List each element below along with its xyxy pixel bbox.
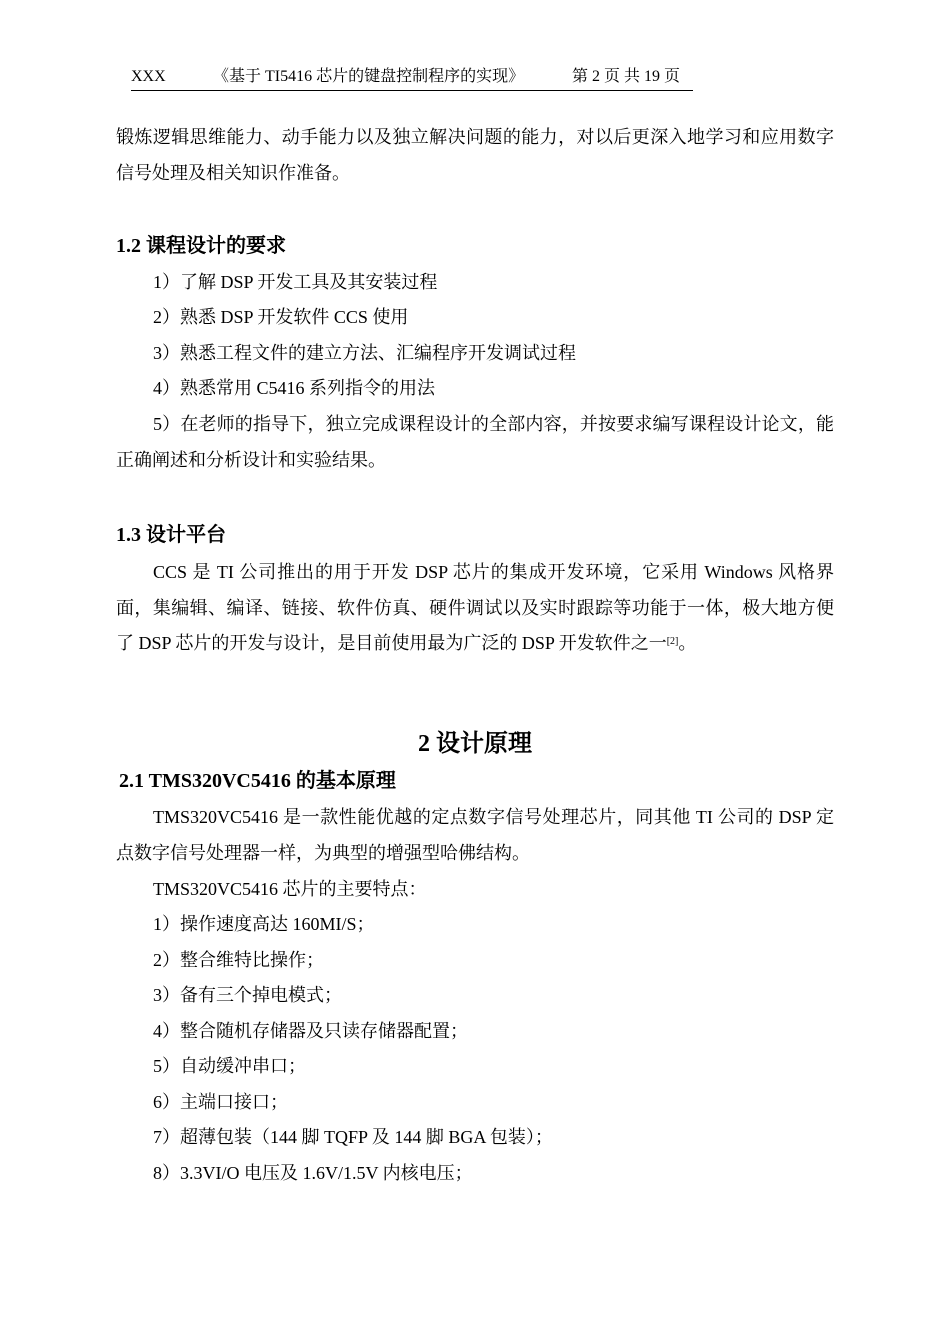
header-page-number: 第 2 页 共 19 页 <box>572 68 681 85</box>
section-1-2-heading: 1.2 课程设计的要求 <box>116 235 286 257</box>
header-author: XXX <box>131 68 166 85</box>
platform-text: CCS 是 TI 公司推出的用于开发 DSP 芯片的集成开发环境，它采用 Windows 风格界面，集编辑、编译、链接、软件仿真、硬件调试以及实时跟踪等功能于一体，极大地方便了 DSP 芯片的开发与设计，是目前使用最为广泛的 DSP 开发软件之一 <box>116 562 834 653</box>
list-item: 4）整合随机存储器及只读存储器配置； <box>153 1021 468 1041</box>
list-item: 4）熟悉常用 C5416 系列指令的用法 <box>153 378 436 398</box>
features-intro: TMS320VC5416 芯片的主要特点： <box>153 879 427 899</box>
citation-mark: [2] <box>666 636 679 647</box>
section-2-1-heading: 2.1 TMS320VC5416 的基本原理 <box>119 770 396 792</box>
page-header <box>131 66 693 91</box>
list-item: 5）在老师的指导下，独立完成课程设计的全部内容，并按要求编写课程设计论文，能正确阐述和分析设计和实验结果。 <box>116 414 834 470</box>
list-item: 5）自动缓冲串口； <box>153 1056 306 1076</box>
list-item: 1）了解 DSP 开发工具及其安装过程 <box>153 272 438 292</box>
intro-paragraph: 锻炼逻辑思维能力、动手能力以及独立解决问题的能力，对以后更深入地学习和应用数字信号处理及相关知识作准备。 <box>116 127 834 183</box>
chapter-2-heading: 2 设计原理 <box>418 731 532 757</box>
list-item: 7）超薄包装（144 脚 TQFP 及 144 脚 BGA 包装）； <box>153 1127 553 1147</box>
platform-paragraph <box>116 555 834 662</box>
list-item: 2）熟悉 DSP 开发软件 CCS 使用 <box>153 307 409 327</box>
list-item: 1）操作速度高达 160MI/S； <box>153 914 375 934</box>
list-item: 6）主端口接口； <box>153 1092 288 1112</box>
chip-paragraph: TMS320VC5416 是一款性能优越的定点数字信号处理芯片，同其他 TI 公司的 DSP 定点数字信号处理器一样，为典型的增强型哈佛结构。 <box>116 807 834 863</box>
section-1-3-heading: 1.3 设计平台 <box>116 524 226 546</box>
list-item: 8）3.3VI/O 电压及 1.6V/1.5V 内核电压； <box>153 1163 473 1183</box>
platform-end: 。 <box>678 633 697 653</box>
header-title: 《基于 TI5416 芯片的键盘控制程序的实现》 <box>213 68 525 85</box>
list-item: 3）熟悉工程文件的建立方法、汇编程序开发调试过程 <box>153 343 576 363</box>
list-item: 2）整合维特比操作； <box>153 950 324 970</box>
list-item: 3）备有三个掉电模式； <box>153 985 342 1005</box>
